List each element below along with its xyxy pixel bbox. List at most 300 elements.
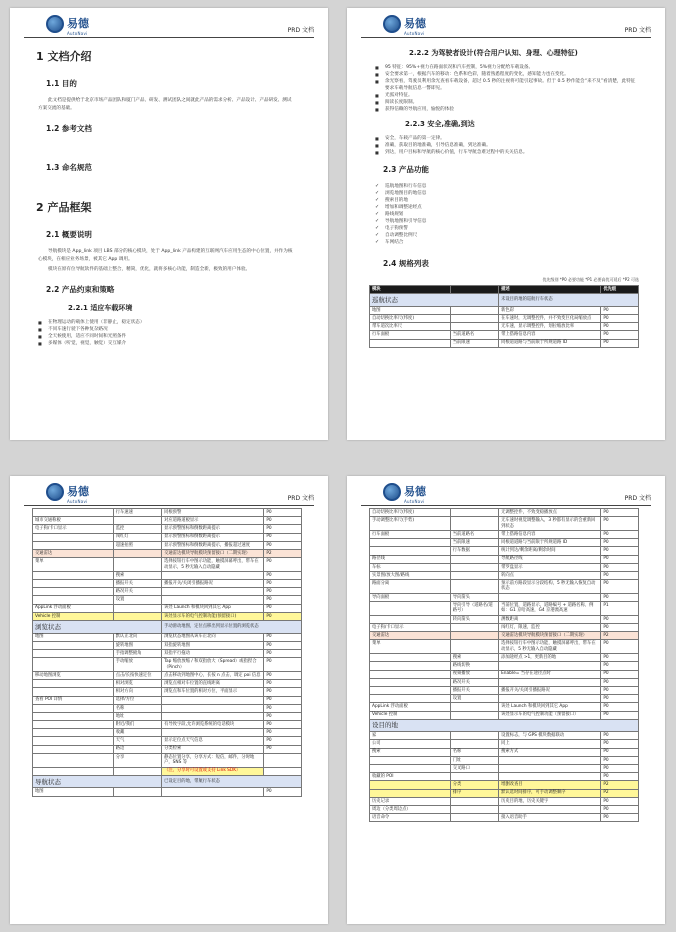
table-cell: 测数距离 (499, 615, 601, 623)
table-cell: P1 (601, 602, 639, 616)
table-cell (113, 558, 161, 572)
table-cell: 公司 (370, 740, 451, 748)
table-cell (450, 711, 498, 719)
table-cell: 路边 (113, 745, 161, 753)
table-cell: 手指调整俯角 (113, 650, 161, 658)
section-row (33, 775, 302, 788)
table-cell (499, 805, 601, 813)
table-cell: 超速拍照 (113, 541, 161, 549)
table-header-cell: 模块 (370, 286, 451, 294)
list-item: ■ 余光察看，驾驶员利用余光查看车载设备，超过 0.5 秒的注视将可能引起事故。但于 0.5 秒作能会“来不及”看清楚，此特征要求车载导航信息一瞥即见。 (375, 78, 639, 92)
table-cell (33, 753, 114, 767)
table-cell: 地图 (33, 788, 114, 796)
table-row (370, 740, 639, 748)
table-cell: Vehicle 控制 (370, 711, 451, 719)
table-cell (370, 756, 451, 764)
table-cell: 无车速，显示调整控件，划拉缩放比率 (499, 323, 601, 331)
spec-table-continued (369, 508, 639, 822)
table-cell: 历史记录 (370, 797, 451, 805)
table-cell: P0 (264, 604, 302, 612)
table-row (33, 745, 302, 753)
table-cell (370, 539, 451, 547)
table-cell: P0 (601, 805, 639, 813)
table-cell (450, 640, 498, 654)
list-item: ■ 到达，用户目标和导航的核心价值，行车导航急难过程中的关关信息。 (375, 149, 639, 156)
table-cell (33, 588, 114, 596)
table-cell (450, 580, 498, 594)
table-cell: P0 (601, 678, 639, 686)
table-row (33, 588, 302, 596)
section-title: 设目的地 (370, 719, 639, 732)
table-row (33, 571, 302, 579)
table-cell (33, 704, 114, 712)
table-cell: P0 (264, 558, 302, 572)
table-row (370, 797, 639, 805)
table-cell: P0 (601, 711, 639, 719)
table-cell: 路况开关 (450, 678, 498, 686)
table-cell: 交通雷达模块导航模块预留接口（二期实现） (499, 632, 601, 640)
table-cell (450, 814, 498, 822)
safe-list (375, 135, 639, 156)
table-row (370, 530, 639, 538)
table-cell: 菜单 (33, 558, 114, 572)
spec-table (369, 285, 639, 348)
share-highlight: （注，分享时可设置或支持 Link SDK） (162, 767, 264, 775)
list-item: ■ 获得信赖的导航应用，愉悦的体验 (375, 106, 639, 113)
logo (46, 480, 89, 504)
table-cell: P0 (601, 517, 639, 531)
table-cell: P0 (601, 773, 639, 781)
table-cell (370, 695, 451, 703)
table-cell (33, 641, 114, 649)
list-item: ■ 在物理运动的载体上使用（非静止，稳定状态） (38, 319, 302, 326)
table-cell: 行车面板 (370, 331, 451, 339)
table-cell (450, 571, 498, 579)
table-cell (33, 658, 114, 672)
table-row (370, 563, 639, 571)
table-cell (499, 773, 601, 781)
list-item: ■ 多媒体（听觉，视觉，触觉）交互媒介 (38, 340, 302, 347)
table-cell: 添加途经点 >1，更新目的地 (499, 654, 601, 662)
table-cell: 附近/我们 (113, 721, 161, 729)
table-row (33, 788, 302, 796)
table-cell (450, 732, 498, 740)
table-cell: 设置标志，与 GPS 模块数据联动 (499, 732, 601, 740)
table-cell: 设置 (113, 596, 161, 604)
table-cell: 搜索方式 (499, 748, 601, 756)
table-cell: P0 (601, 662, 639, 670)
table-row (370, 662, 639, 670)
table-cell: 默认选时间排序，可手动调整顺序 (499, 789, 601, 797)
table-cell: 导向箭头 (450, 593, 498, 601)
table-cell: 交通雷达模块导航模块预留接口（二期实现） (162, 549, 264, 557)
table-cell: 点击移动到地图中心，长按 n 点击，调定 poi 信息 (162, 671, 264, 679)
table-cell: P0 (264, 737, 302, 745)
table-cell (162, 704, 264, 712)
table-row (33, 525, 302, 533)
table-cell (113, 517, 161, 525)
table-cell (370, 339, 451, 347)
table-cell: P0 (601, 593, 639, 601)
table-cell: P0 (601, 555, 639, 563)
table-cell: 选择/方位 (113, 696, 161, 704)
table-cell: P0 (264, 650, 302, 658)
table-cell (162, 588, 264, 596)
table-cell: 默认正北向 (113, 633, 161, 641)
table-cell: 排序 (450, 789, 498, 797)
table-cell (33, 509, 114, 517)
table-row (370, 555, 639, 563)
table-row (33, 696, 302, 704)
list-item: ■ 安全要求第一，根据汽车的移动：色系和色彩，随着熟悉程度的变化，感知能力也在变化。 (375, 71, 639, 78)
table-row (33, 509, 302, 517)
list-item: ✓ 搜索目的地 (375, 197, 639, 204)
table-row (33, 712, 302, 720)
table-cell (450, 805, 498, 813)
heading-spec: 2.4 规格列表 (383, 259, 429, 268)
table-row (370, 805, 639, 813)
table-cell: P0 (601, 654, 639, 662)
table-cell: P0 (601, 339, 639, 347)
document-page-2 (347, 8, 665, 440)
table-cell: 移动地图浏览 (33, 671, 114, 679)
table-cell: P0 (264, 596, 302, 604)
table-row (370, 670, 639, 678)
table-cell: 交通雷达 (370, 632, 451, 640)
table-cell: 查看 POI 详情 (33, 696, 114, 704)
table-cell (113, 604, 161, 612)
table-cell (113, 549, 161, 557)
table-cell: P0 (601, 740, 639, 748)
table-cell: 同根预警 (162, 509, 264, 517)
table-row (370, 781, 639, 789)
table-row (370, 547, 639, 555)
table-cell: P0 (601, 571, 639, 579)
document-page-3 (10, 476, 328, 924)
table-cell (450, 563, 498, 571)
table-cell: P0 (601, 756, 639, 764)
table-cell: 带车道次比率尺 (370, 323, 451, 331)
logo-sub: AutoNavi (404, 31, 425, 36)
table-cell (499, 662, 601, 670)
logo-name: 易德 (404, 17, 426, 30)
table-cell (499, 756, 601, 764)
heading-frame: 2 产品框架 (36, 201, 92, 214)
table-cell (370, 789, 451, 797)
logo-sub: AutoNavi (67, 31, 88, 36)
table-cell: 该处显示车的电气控制功能(预留接口) (162, 612, 264, 620)
table-cell: 行车速速 (113, 509, 161, 517)
table-cell: P0 (601, 547, 639, 555)
table-cell: 语音命令 (370, 814, 451, 822)
table-cell (499, 678, 601, 686)
section-row (33, 621, 302, 634)
table-cell: 地图 (33, 633, 114, 641)
table-row (370, 331, 639, 339)
logo-name: 易德 (67, 17, 89, 30)
table-cell: P0 (601, 797, 639, 805)
table-cell: 播报开关 (113, 580, 161, 588)
table-cell: P0 (601, 306, 639, 314)
table-cell: 视频播放 (450, 670, 498, 678)
logo-mark-icon (383, 15, 401, 33)
table-cell: P0 (264, 580, 302, 588)
table-cell: P0 (601, 732, 639, 740)
section-title: 浏览状态 (33, 621, 162, 634)
table-cell (33, 680, 114, 688)
table-cell: 浏览点相对车位置的直线距离 (162, 680, 264, 688)
table-row (33, 650, 302, 658)
table-row (370, 732, 639, 740)
table-cell: 双指平行拖动 (162, 650, 264, 658)
table-row (33, 558, 302, 572)
table-cell: 转向点 (499, 571, 601, 579)
table-cell (33, 533, 114, 541)
doc-type-label: PRD 文档 (287, 495, 314, 502)
table-cell: 分类检索 (162, 745, 264, 753)
table-row (370, 789, 639, 797)
table-cell (162, 729, 264, 737)
table-row (33, 704, 302, 712)
table-row (370, 602, 639, 616)
table-cell: 同根道道路与当前限于所规道路 ID (499, 539, 601, 547)
table-row (33, 517, 302, 525)
table-cell (450, 703, 498, 711)
table-cell: 收藏的 POI (370, 773, 451, 781)
table-cell: 相对方向 (113, 688, 161, 696)
table-cell: 选择按钮行车中图示功能，触摸屏幕呼出，带车在动显示，5 秒无输入自动隐藏 (162, 558, 264, 572)
table-cell (370, 602, 451, 616)
table-cell: 闯红灯 (113, 533, 161, 541)
list-item: ■ 95 特征：95%+视力在路面状况和汽车控制，5%视力分配给车载设备。 (375, 64, 639, 71)
overview-paragraph-1: 导航模块是 App_link 项目 LBS 部分的核心模块，处于 App_link 产品构建的互联网汽车应用生态的中心位置，并作为核心模块，在相应业务场景，被其它 App 调用。 (38, 249, 293, 262)
table-cell: 该处显示车的电气控制功能（预留接口） (499, 711, 601, 719)
table-cell (33, 721, 114, 729)
table-cell: P0 (264, 712, 302, 720)
table-cell (450, 740, 498, 748)
doc-type-label: PRD 文档 (624, 27, 651, 34)
table-cell: P0 (264, 704, 302, 712)
table-cell: P0 (601, 530, 639, 538)
table-cell: 历史目的地，历史关键字 (499, 797, 601, 805)
table-row (33, 721, 302, 729)
table-cell: 显示定位点天气信息 (162, 737, 264, 745)
table-cell: P0 (264, 525, 302, 533)
logo-name: 易德 (67, 485, 89, 498)
table-cell: P0 (601, 695, 639, 703)
heading-overview: 2.1 概要说明 (46, 230, 92, 239)
table-cell (264, 753, 302, 767)
list-item: ■ 光弧对特征。 (375, 92, 639, 99)
table-cell: 搜索 (113, 571, 161, 579)
logo-sub: AutoNavi (67, 499, 88, 504)
table-cell: P0 (264, 745, 302, 753)
list-item: ✓ 增加和调整途经点 (375, 204, 639, 211)
heading-terms: 1.3 命名规范 (46, 163, 92, 172)
table-cell: 名称 (450, 748, 498, 756)
table-cell: P0 (264, 533, 302, 541)
page-header (361, 8, 651, 38)
table-cell: 该处 Launch 和模块回到其它 App (499, 703, 601, 711)
table-cell: 电子狗/卡口显示 (33, 525, 114, 533)
table-cell: 手动调整比率尺(手势) (370, 517, 451, 531)
list-item: ■ 不同车速行驶下各种复杂路况 (38, 326, 302, 333)
table-cell: 显示预警图标和倒数距离提示 (162, 533, 264, 541)
table-cell: 对应道路道板显示 (162, 517, 264, 525)
table-row (370, 306, 639, 314)
table-row (33, 549, 302, 557)
table-row (33, 533, 302, 541)
table-cell (33, 745, 114, 753)
table-row (370, 517, 639, 531)
list-item: ■ 阅读长度限制。 (375, 99, 639, 106)
table-cell: 浏览状态地图从该车正北向 (162, 633, 264, 641)
table-cell: 显示预警图标和倒数距离提示 (162, 525, 264, 533)
doc-type-label: PRD 文档 (287, 27, 314, 34)
table-row (33, 729, 302, 737)
logo-mark-icon (46, 15, 64, 33)
purpose-paragraph: 此文档是提供给于北京市场产品团队和厦门产品、研发、测试团队之间就此产品的需求分析、产品设计、产品研发、测试方案交流的基础。 (38, 98, 292, 111)
doc-type-label: PRD 文档 (624, 495, 651, 502)
table-row (370, 640, 639, 654)
table-cell: 相对浏览 (113, 680, 161, 688)
table-cell: P0 (601, 670, 639, 678)
table-row (33, 612, 302, 620)
table-cell (499, 695, 601, 703)
table-cell: 手动缩放 (113, 658, 161, 672)
table-cell: 地址 (113, 712, 161, 720)
table-cell: P0 (264, 641, 302, 649)
table-cell (33, 688, 114, 696)
table-cell: 同根道道路与当前限于所规道路 ID (499, 339, 601, 347)
table-cell: 在车速时，无调整控件，并不致变巨化局缩放点 (499, 314, 601, 322)
table-header-cell: 优先级 (601, 286, 639, 294)
table-row (370, 571, 639, 579)
table-cell: 点击/长按快速定位 (113, 671, 161, 679)
table-header-cell: 描述 (499, 286, 601, 294)
table-row (33, 671, 302, 679)
table-row (33, 737, 302, 745)
spec-table-continued (32, 508, 302, 797)
table-row (370, 703, 639, 711)
table-cell: 带上搭路信息内容 (499, 331, 601, 339)
table-cell: P0 (264, 721, 302, 729)
table-cell (450, 314, 498, 322)
table-row (370, 711, 639, 719)
table-row (370, 654, 639, 662)
table-cell: P0 (264, 696, 302, 704)
table-cell: 导航路径线 (499, 555, 601, 563)
table-cell (33, 650, 114, 658)
table-row (370, 765, 639, 773)
list-item: ✓ 电子狗预警 (375, 225, 639, 232)
table-cell: P0 (264, 571, 302, 579)
section-title: 导航状态 (33, 775, 162, 788)
table-cell: P0 (601, 686, 639, 694)
table-cell: P0 (601, 580, 639, 594)
table-row (370, 615, 639, 623)
logo-mark-icon (383, 483, 401, 501)
table-cell: 当前限速 (450, 539, 498, 547)
table-cell: 当前限速 (450, 339, 498, 347)
document-page-4 (347, 476, 665, 924)
table-cell: 双指旋转地图 (162, 641, 264, 649)
priority-legend: 优先级别 *P0 必要功能 *P1 必要高优可延后 *P2 可选 (542, 277, 639, 282)
table-cell: P0 (264, 688, 302, 696)
list-item: ✓ 自动调整比例尺 (375, 232, 639, 239)
table-cell: 静态位置分享，分享方式：短信，邮件，分时地户，SNS 等 (162, 753, 264, 767)
table-cell: 路面分离 (370, 580, 451, 594)
table-cell (33, 729, 114, 737)
table-row (370, 748, 639, 756)
table-cell (33, 571, 114, 579)
list-item: ✓ 浏览地图目的地信息 (375, 190, 639, 197)
section-desc: 未设目的地的巡航行车状态 (499, 294, 639, 307)
table-cell: 新色彩 (499, 306, 601, 314)
table-cell: P0 (264, 588, 302, 596)
table-cell: 转向箭头 (450, 615, 498, 623)
table-cell: Tap 缩放放缩 / 和双指放大（Spread）或指捏合（Pinch） (162, 658, 264, 672)
table-cell: P0 (264, 517, 302, 525)
env-list (38, 319, 302, 347)
table-cell: P2 (601, 789, 639, 797)
list-item: ■ 准确，获取目的地准确，引导信息准确，到达准确。 (375, 142, 639, 149)
list-item: ✓ 导航地图和引导信息 (375, 218, 639, 225)
table-cell: 搜索 (450, 654, 498, 662)
table-cell: P0 (601, 323, 639, 331)
table-cell: 城市交通称板 (33, 517, 114, 525)
table-cell (162, 788, 264, 796)
table-cell (450, 773, 498, 781)
table-cell: 路况开关 (113, 588, 161, 596)
table-cell (450, 555, 498, 563)
table-cell: P0 (264, 633, 302, 641)
table-cell: P2 (264, 549, 302, 557)
table-cell: P0 (264, 729, 302, 737)
table-cell (113, 788, 161, 796)
table-cell: P0 (601, 331, 639, 339)
table-cell: 监控 (113, 525, 161, 533)
table-cell: P0 (601, 509, 639, 517)
table-cell: 显示预警图标和倒数距离提示，播报超过速度 (162, 541, 264, 549)
table-row (370, 323, 639, 331)
table-cell: 接入语音助手 (499, 814, 601, 822)
section-row (370, 294, 639, 307)
table-cell: 闯红灯，限速，监控 (499, 624, 601, 632)
heading-intro: 1 文档介绍 (36, 50, 92, 63)
table-cell: AppLink 浮动面板 (370, 703, 451, 711)
table-cell: 自动切换比率尺(纬度) (370, 509, 451, 517)
page-header (24, 8, 314, 38)
table-cell (450, 517, 498, 531)
table-cell (450, 323, 498, 331)
table-cell: 路径线 (370, 555, 451, 563)
table-cell: 名称 (113, 704, 161, 712)
table-cell (370, 765, 451, 773)
table-cell (33, 596, 114, 604)
table-cell (370, 547, 451, 555)
table-cell: 该处 Launch 和模块回到其它 App (162, 604, 264, 612)
table-row (370, 814, 639, 822)
table-row (33, 658, 302, 672)
list-item: ✓ 车网结合 (375, 239, 639, 246)
table-cell: P0 (601, 563, 639, 571)
heading-constraint: 2.2 产品约束和策略 (46, 285, 115, 294)
table-row (370, 632, 639, 640)
table-cell: 导向引导（道路名/道路号） (450, 602, 498, 616)
table-row (370, 695, 639, 703)
table-cell: 地图 (370, 306, 451, 314)
